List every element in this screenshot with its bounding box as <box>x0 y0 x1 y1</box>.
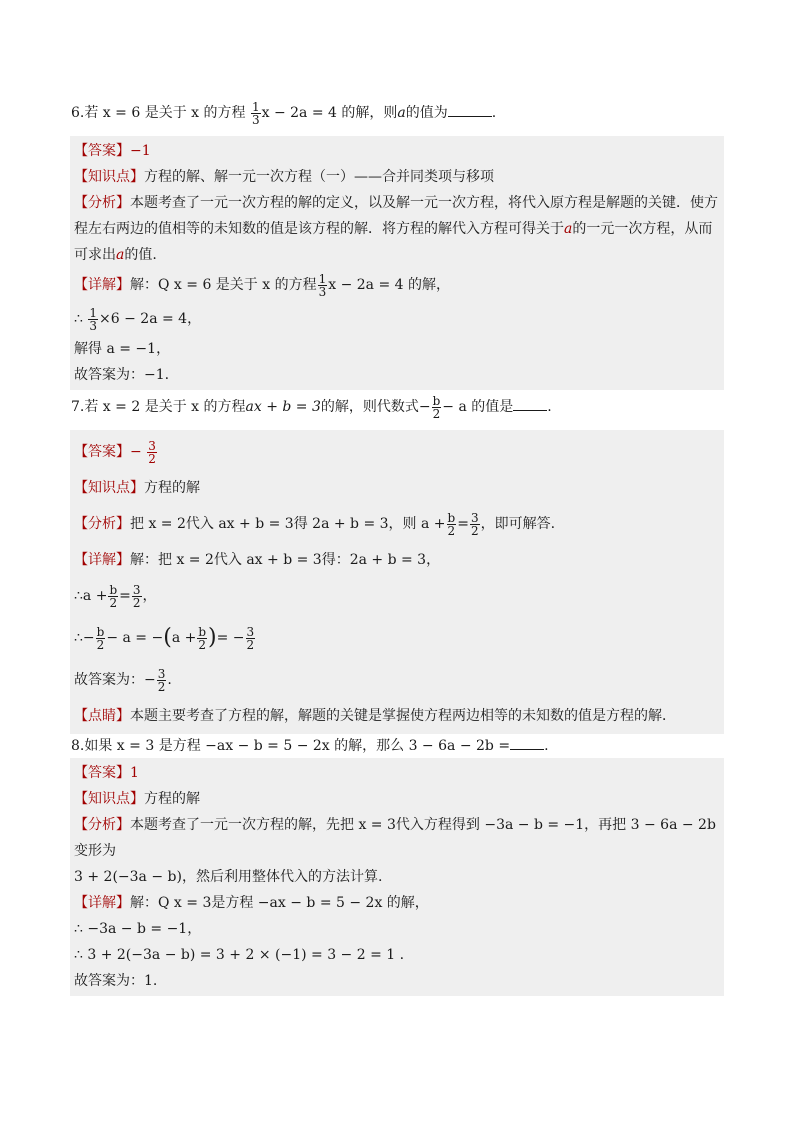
question-6: 6.若 x = 6 是关于 x 的方程 $\frac{1}{3}$ x − 2a = 4 的解，则a的值为 . <box>71 99 497 127</box>
q8-detail: 【详解】解：Q x = 3是方程 −ax − b = 5 − 2x 的解， <box>74 895 429 911</box>
q6-analysis: 【分析】本题考查了一元一次方程的解的定义，以及解一元一次方程，将代入原方程是解题的关键．使方 程左右两边的值相等的未知数的值是该方程的解．将方程的解代入方程可得关于a的一元一次方程，从而 可求出a的值. <box>74 195 718 263</box>
q6-step-3: 故答案为：−1. <box>74 367 170 383</box>
q6-equation: x − 2a = 4 <box>261 105 337 121</box>
q6-answer: 【答案】−1 <box>74 143 151 159</box>
answer-blank <box>448 104 492 117</box>
q8-step-1: ∴ −3a − b = −1， <box>74 921 202 937</box>
question-8: 8.如果 x = 3 是方程 −ax − b = 5 − 2x 的解，那么 3 − 6a − 2b = . <box>71 738 549 754</box>
document-page <box>70 96 724 996</box>
q7-analysis: 【分析】把 x = 2代入 ax + b = 3得 2a + b = 3，则 a + $\frac{b}{2}$ = $\frac{3}{2}$ ，即可解答. <box>74 510 556 538</box>
q7-answer: 【答案】− $\frac{3}{2}$ <box>74 438 156 466</box>
q7-step-1: ∴a + $\frac{b}{2}$ = $\frac{3}{2}$ ， <box>74 582 157 610</box>
q8-answer: 【答案】1 <box>74 765 139 781</box>
q6-knowledge-point: 【知识点】方程的解、解一元一次方程（一）——合并同类项与移项 <box>74 169 494 185</box>
q6-fraction: $\frac{1}{3}$ <box>251 99 260 127</box>
answer-blank <box>510 737 544 750</box>
answer-blank <box>513 398 547 411</box>
q8-knowledge-point: 【知识点】方程的解 <box>74 791 200 807</box>
q7-detail: 【详解】解：把 x = 2代入 ax + b = 3得：2a + b = 3， <box>74 552 441 568</box>
q6-step-1: ∴ $\frac{1}{3}$ ×6 − 2a = 4， <box>74 305 202 333</box>
q6-solution-box <box>70 136 724 390</box>
question-7: 7.若 x = 2 是关于 x 的方程ax + b = 3的解，则代数式− $\frac{b}{2}$ − a 的值是 . <box>71 393 552 421</box>
q7-comment: 【点睛】本题主要考查了方程的解，解题的关键是掌握使方程两边相等的未知数的值是方程的解． <box>74 708 676 724</box>
q6-text: 6.若 x = 6 是关于 x 的方程 <box>71 105 246 121</box>
q7-solution-box <box>70 430 724 734</box>
q8-solution-box <box>70 758 724 996</box>
q6-step-2: 解得 a = −1， <box>74 341 171 357</box>
q7-knowledge-point: 【知识点】方程的解 <box>74 480 200 496</box>
q6-detail: 【详解】解：Q x = 6 是关于 x 的方程 $\frac{1}{3}$ x − 2a = 4 的解， <box>74 271 451 299</box>
q7-step-3: 故答案为：− $\frac{3}{2}$ . <box>74 666 172 694</box>
q8-analysis: 【分析】本题考查了一元一次方程的解，先把 x = 3代入方程得到 −3a − b = −1，再把 3 − 6a − 2b 变形为 3 + 2(−3a − b)，然后利用整体代入的方法计算. <box>74 817 716 885</box>
q8-step-2: ∴ 3 + 2(−3a − b) = 3 + 2 × (−1) = 3 − 2 = 1 . <box>74 947 405 963</box>
q8-step-3: 故答案为：1. <box>74 973 158 989</box>
q7-step-2: ∴− $\frac{b}{2}$ − a = −(a + $\frac{b}{2}$ )= − $\frac{3}{2}$ <box>74 624 255 652</box>
